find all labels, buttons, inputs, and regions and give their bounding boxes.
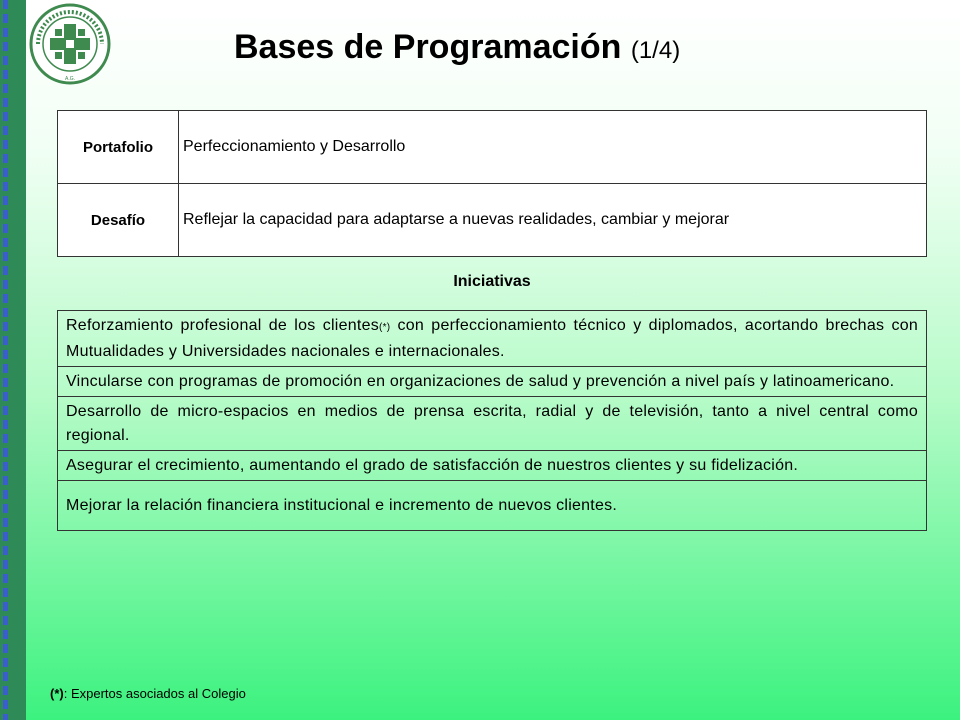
title-page-indicator: (1/4) bbox=[630, 37, 681, 64]
initiatives-heading: Iniciativas bbox=[453, 273, 531, 290]
initiatives-table bbox=[57, 310, 927, 531]
footnote-marker: (*) bbox=[50, 686, 64, 701]
initiative-text-cont: con perfeccionamiento técnico y diplomados, acortando brechas con Mutualidades y Universidades nacionales e internacionales. bbox=[66, 317, 918, 360]
portfolio-value: Perfeccionamiento y Desarrollo bbox=[179, 111, 927, 184]
page-title bbox=[234, 28, 680, 67]
college-seal-logo bbox=[28, 2, 112, 86]
table-row bbox=[58, 481, 927, 531]
initiative-item: Vincularse con programas de promoción en organizaciones de salud y prevención a nivel país y latinoamericano. bbox=[58, 367, 927, 397]
footnote bbox=[50, 686, 246, 701]
initiative-item bbox=[58, 311, 927, 367]
challenge-value: Reflejar la capacidad para adaptarse a nuevas realidades, cambiar y mejorar bbox=[179, 184, 927, 257]
table-row bbox=[58, 184, 927, 257]
title-main: Bases de Programación bbox=[234, 28, 622, 66]
table-row bbox=[58, 367, 927, 397]
portfolio-label: Portafolio bbox=[58, 111, 179, 184]
initiative-text: Reforzamiento profesional de los clientes bbox=[66, 317, 379, 334]
svg-text:A.G.: A.G. bbox=[64, 76, 76, 82]
initiative-item: Asegurar el crecimiento, aumentando el grado de satisfacción de nuestros clientes y su fidelización. bbox=[58, 451, 927, 481]
left-decorative-bar bbox=[0, 0, 26, 720]
summary-table bbox=[57, 110, 927, 257]
initiative-item: Mejorar la relación financiera institucional e incremento de nuevos clientes. bbox=[58, 481, 927, 531]
left-dashed-stripe bbox=[3, 0, 8, 720]
table-row bbox=[58, 311, 927, 367]
table-row bbox=[58, 451, 927, 481]
footnote-marker: (*) bbox=[378, 322, 391, 333]
table-row bbox=[58, 111, 927, 184]
footnote-text: : Expertos asociados al Colegio bbox=[63, 686, 246, 701]
challenge-label: Desafío bbox=[58, 184, 179, 257]
table-row bbox=[58, 397, 927, 451]
initiative-item: Desarrollo de micro-espacios en medios de prensa escrita, radial y de televisión, tanto a nivel central como regional. bbox=[58, 397, 927, 451]
